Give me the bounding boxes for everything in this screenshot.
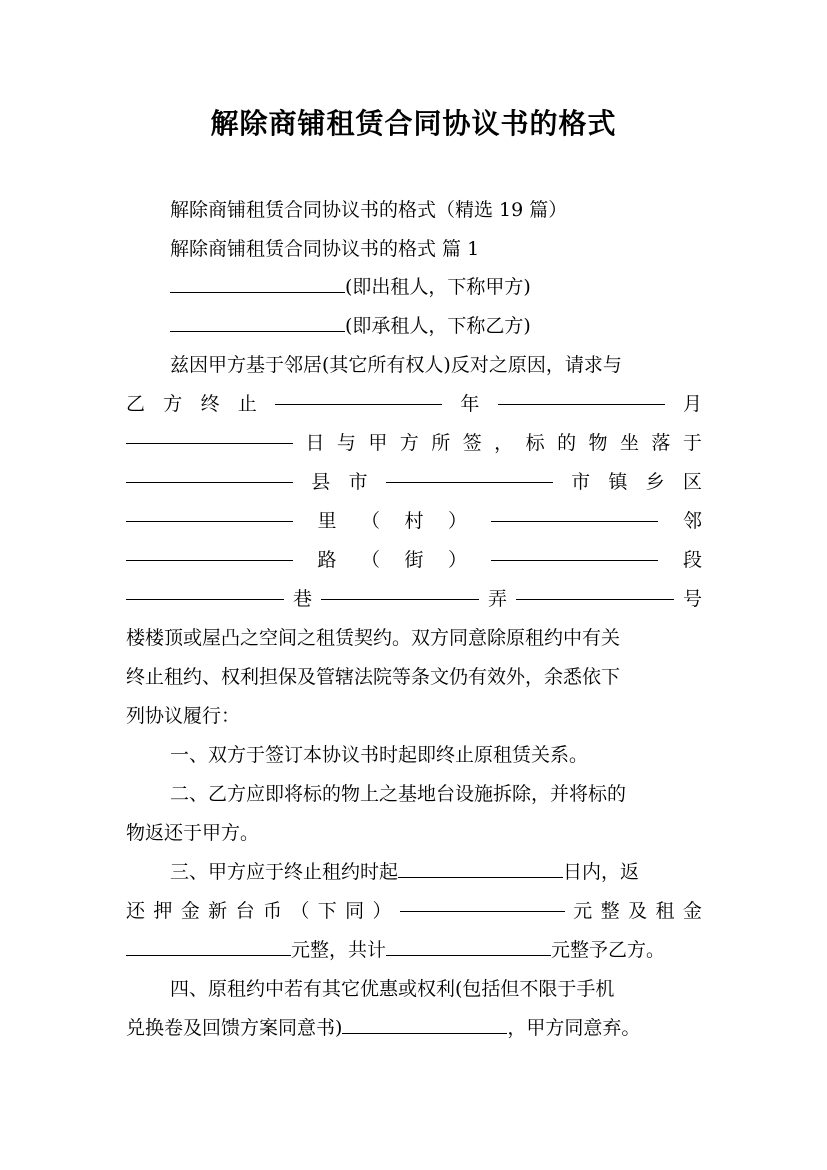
lessor-blank [170,292,345,293]
paragraph-line: 终止租约、权利担保及管辖法院等条文仍有效外，余悉依下 [126,666,621,688]
fill-blank [398,877,563,878]
fill-blank [126,560,293,561]
fill-blank [126,443,293,444]
text-char: 物 [588,432,608,454]
text-char: 所 [431,432,451,454]
clause-3-text: 三、甲方应于终止租约时起 [170,861,399,883]
subtitle: 解除商铺租赁合同协议书的格式（精选 19 篇） [170,199,568,221]
paragraph-line [126,580,702,619]
paragraph-line [126,463,702,502]
text-char: 邻 [682,510,702,532]
lessee-label: (即承租人，下称乙方) [345,315,531,337]
text-char: 与 [336,432,356,454]
text-char: 元 [573,900,593,922]
lessee-line [170,307,702,346]
text-char: 年 [460,393,480,415]
text-char: 及 [628,900,648,922]
text-char: ） [447,549,467,571]
text-char: 落 [651,432,671,454]
paragraph-line [126,424,702,463]
fill-blank [321,599,479,600]
fill-blank [275,404,442,405]
article-heading: 解除商铺租赁合同协议书的格式 篇 1 [170,238,480,260]
fill-blank [400,911,565,912]
text-char: 坐 [619,432,639,454]
fill-blank [126,482,293,483]
text-char: 村 [404,510,424,532]
fill-blank [126,955,291,956]
clause-4-text: 兑换卷及回馈方案同意书) [126,1017,343,1039]
text-char: 乙 [126,393,146,415]
paragraph-line [126,385,702,424]
text-char: 同 [345,900,365,922]
text-char: 号 [682,588,702,610]
text-char: （ [360,510,380,532]
text-char: 签 [462,432,482,454]
fill-blank [498,404,665,405]
lessor-line [170,268,702,307]
clause-2-cont: 物返还于甲方。 [126,822,260,844]
clause-2: 二、乙方应即将标的物上之基地台设施拆除，并将标的 [170,783,627,805]
text-char: （ [360,549,380,571]
text-char: 路 [317,549,337,571]
text-char: 还 [126,900,146,922]
paragraph-line [126,931,702,970]
text-char: ， [494,432,514,454]
text-char: 押 [153,900,173,922]
paragraph-line: 楼楼顶或屋凸之空间之租赁契约。双方同意除原租约中有关 [126,627,621,649]
text-char: 月 [682,393,702,415]
text-char: 里 [317,510,337,532]
text-char: 街 [404,549,424,571]
paragraph-line [126,541,702,580]
text-char: 止 [237,393,257,415]
text-char: 段 [682,549,702,571]
text-char: 标 [525,432,545,454]
clause-4: 四、原租约中若有其它优惠或权利(包括但不限于手机 [170,978,615,1000]
fill-blank [126,599,284,600]
paragraph-line [126,892,702,931]
paragraph-line [126,502,702,541]
text-char: 区 [682,471,702,493]
lessor-label: (即出租人，下称甲方) [345,276,531,298]
text-char: 甲 [368,432,388,454]
text-char: 弄 [487,588,507,610]
fill-blank [126,521,293,522]
text-char: 终 [200,393,220,415]
text-char: 市 [348,471,368,493]
text-char: （ [290,900,310,922]
clause-3-text: 日内，返 [563,861,640,883]
text-char: 金 [682,900,702,922]
text-char: 市 [571,471,591,493]
fill-blank [386,482,553,483]
clause-4-text: ，甲方同意弃。 [507,1017,641,1039]
text-char: ） [447,510,467,532]
clause-1: 一、双方于签订本协议书时起即终止原租赁关系。 [170,744,589,766]
fill-blank [386,955,551,956]
fill-blank [491,560,658,561]
text-char: ） [372,900,392,922]
lessee-blank [170,331,345,332]
text-char: 方 [163,393,183,415]
fill-blank [342,1033,507,1034]
text-char: 乡 [645,471,665,493]
text-char: 县 [311,471,331,493]
text-char: 币 [262,900,282,922]
clause-4-cont [126,1009,702,1048]
text-char: 新 [208,900,228,922]
text-char: 于 [682,432,702,454]
clause-3-text: 元整，共计 [291,939,387,961]
text-char: 整 [600,900,620,922]
text-char: 方 [399,432,419,454]
text-char: 下 [317,900,337,922]
paragraph-line: 兹因甲方基于邻居(其它所有权人)反对之原因，请求与 [170,354,622,376]
text-char: 台 [235,900,255,922]
document-title: 解除商铺租赁合同协议书的格式 [210,107,617,140]
clause-3 [170,853,702,892]
fill-blank [491,521,658,522]
text-char: 租 [655,900,675,922]
text-char: 巷 [292,588,312,610]
text-char: 日 [305,432,325,454]
paragraph-line: 列协议履行： [126,705,241,727]
text-char: 的 [557,432,577,454]
fill-blank [516,599,674,600]
clause-3-text: 元整予乙方。 [551,939,666,961]
text-char: 金 [180,900,200,922]
text-char: 镇 [608,471,628,493]
